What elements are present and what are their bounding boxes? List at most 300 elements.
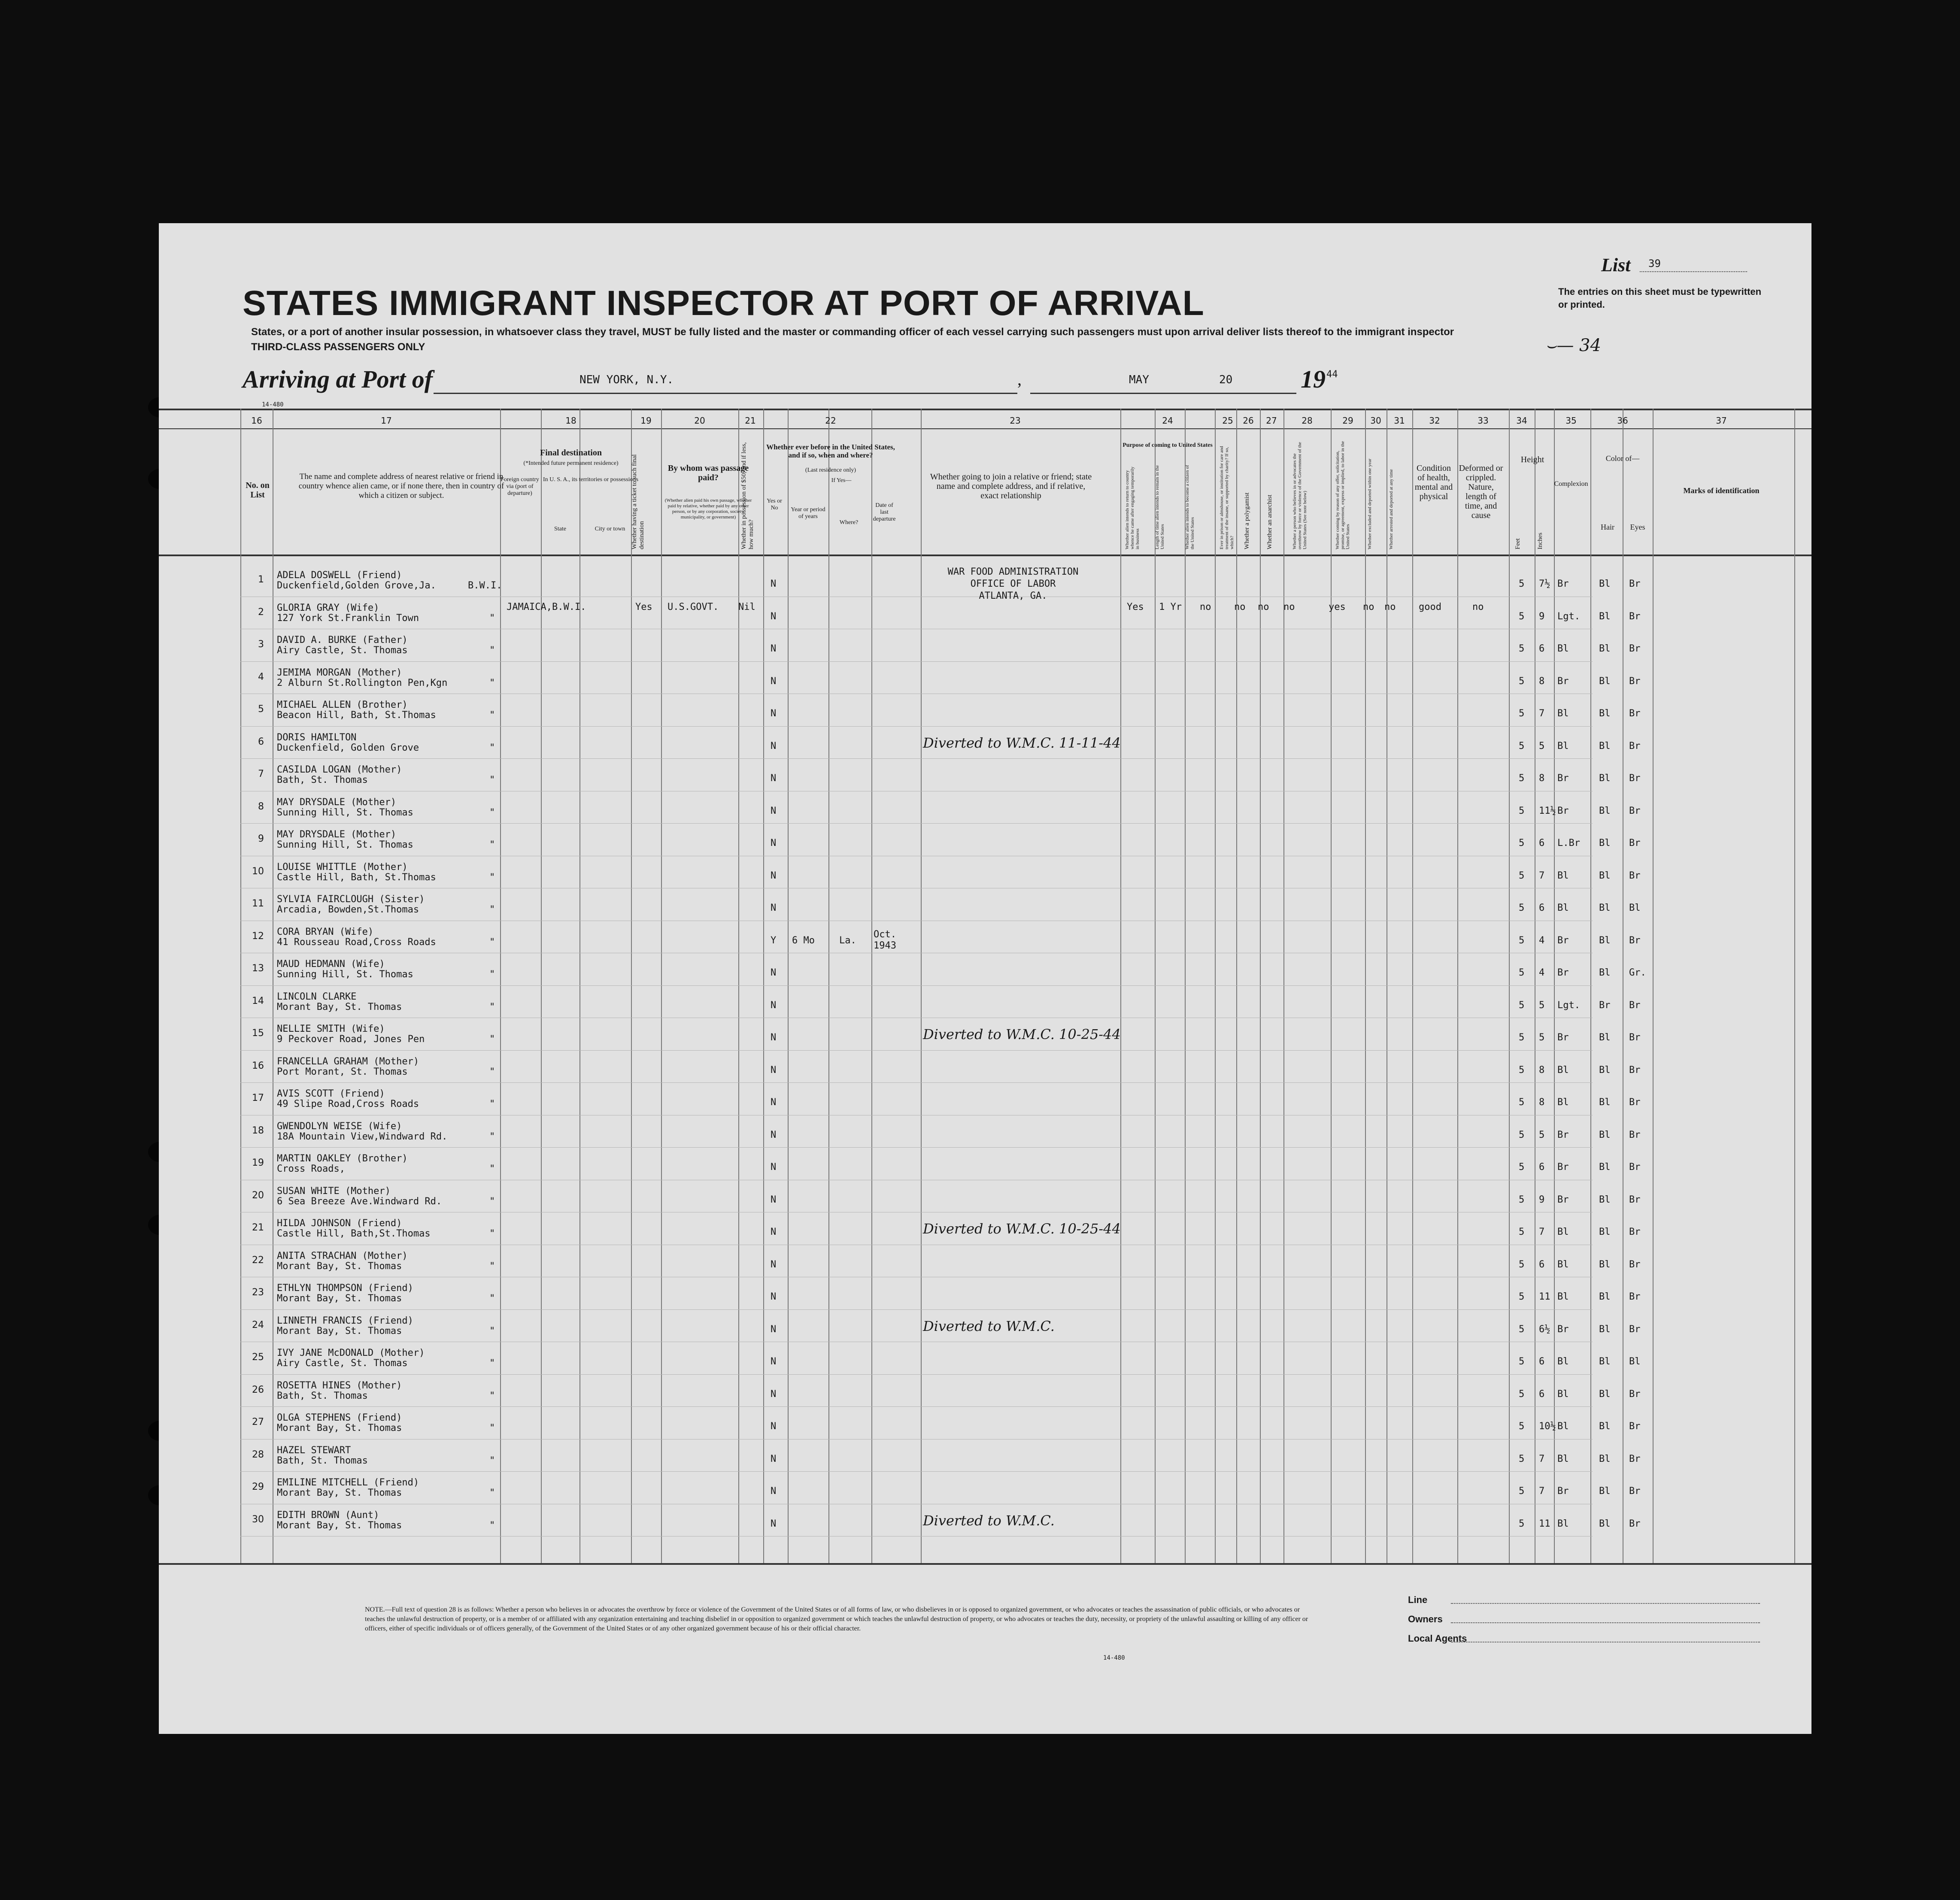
height-feet: 5 bbox=[1519, 579, 1525, 589]
complexion-value: Bl bbox=[1557, 740, 1569, 752]
header-intends-reside: Whether alien intends to become a citizen of the United States bbox=[1185, 465, 1195, 549]
complexion-value: Bl bbox=[1557, 903, 1569, 913]
height-inches: 11 bbox=[1539, 1291, 1550, 1302]
ditto-mark: " bbox=[489, 1228, 495, 1239]
column-number: 35 bbox=[1566, 415, 1577, 426]
complexion-value: Bl bbox=[1557, 1388, 1569, 1400]
relative-name: ANITA STRACHAN (Mother) bbox=[277, 1250, 408, 1261]
height-feet: 5 bbox=[1519, 1162, 1525, 1173]
row-divider bbox=[240, 1406, 1593, 1407]
height-inches: 9 bbox=[1539, 1194, 1545, 1205]
departure-year: 1943 bbox=[874, 940, 896, 951]
header-if-yes: If Yes— bbox=[831, 477, 852, 484]
height-feet: 5 bbox=[1519, 1356, 1525, 1367]
row1-passage: U.S.GOVT. bbox=[667, 602, 719, 612]
row1-join-line1: WAR FOOD ADMINISTRATION bbox=[947, 567, 1079, 577]
column-divider bbox=[788, 409, 789, 1563]
eye-color: Br bbox=[1629, 579, 1641, 589]
month-value: MAY bbox=[1129, 373, 1149, 386]
height-inches: 7 bbox=[1539, 708, 1545, 719]
before-where: La. bbox=[839, 935, 856, 946]
ditto-mark: " bbox=[489, 645, 495, 656]
complexion-value: Bl bbox=[1557, 643, 1569, 654]
handwritten-remark: Diverted to W.M.C. bbox=[923, 1318, 1055, 1334]
relative-address: Bath, St. Thomas bbox=[277, 775, 368, 785]
height-feet: 5 bbox=[1519, 611, 1525, 622]
row-divider bbox=[240, 758, 1593, 759]
before-us-answer: N bbox=[771, 1356, 777, 1367]
hair-color: Bl bbox=[1599, 1421, 1611, 1432]
row-divider bbox=[240, 661, 1593, 662]
row1-health: good bbox=[1419, 602, 1441, 612]
row1-c29: yes bbox=[1329, 602, 1346, 612]
ditto-mark: " bbox=[489, 1520, 495, 1531]
relative-name: EDITH BROWN (Aunt) bbox=[277, 1509, 379, 1521]
column-number: 34 bbox=[1516, 415, 1527, 426]
before-us-answer: N bbox=[771, 1097, 777, 1108]
ditto-mark: " bbox=[489, 1066, 495, 1077]
column-divider bbox=[1590, 409, 1591, 1563]
row1-money: Nil bbox=[738, 602, 755, 612]
row-number: 11 bbox=[252, 898, 264, 909]
typed-note: The entries on this sheet must be typewritten or printed. bbox=[1558, 286, 1762, 310]
header-health: Condition of health, mental and physical bbox=[1414, 464, 1453, 501]
column-divider bbox=[1283, 409, 1284, 1563]
row-number: 28 bbox=[252, 1449, 264, 1460]
header-inches: Inches bbox=[1537, 532, 1544, 549]
column-divider bbox=[1155, 409, 1156, 1563]
before-us-answer: N bbox=[771, 773, 777, 784]
header-rule-top bbox=[159, 409, 1811, 410]
complexion-value: Br bbox=[1557, 579, 1569, 589]
column-number: 21 bbox=[745, 415, 756, 426]
row-number: 30 bbox=[252, 1514, 264, 1525]
relative-address: Bath, St. Thomas bbox=[277, 1390, 368, 1401]
row1-c30: no bbox=[1363, 602, 1374, 612]
complexion-value: Bl bbox=[1557, 1064, 1569, 1076]
relative-name: MAUD HEDMANN (Wife) bbox=[277, 959, 385, 970]
row-number: 10 bbox=[252, 866, 264, 877]
header-in-usa: In U. S. A., its territories or possessions bbox=[543, 476, 639, 483]
relative-address: Morant Bay, St. Thomas bbox=[277, 1325, 402, 1336]
form-code-top: 14-480 bbox=[262, 401, 284, 408]
complexion-value: Br bbox=[1557, 1194, 1569, 1205]
manifest-sheet bbox=[159, 223, 1811, 1734]
column-divider bbox=[1185, 409, 1186, 1563]
height-inches: 4 bbox=[1539, 935, 1545, 946]
ditto-mark: " bbox=[489, 710, 495, 721]
column-number: 18 bbox=[565, 415, 576, 426]
relative-address: Morant Bay, St. Thomas bbox=[277, 1488, 402, 1498]
height-inches: 11 bbox=[1539, 1518, 1550, 1529]
eye-color: Br bbox=[1629, 1097, 1641, 1108]
row-number: 6 bbox=[258, 736, 264, 747]
height-feet: 5 bbox=[1519, 903, 1525, 913]
row-number: 26 bbox=[252, 1384, 264, 1395]
eye-color: Br bbox=[1629, 643, 1641, 654]
header-last-residence: (Last residence only) bbox=[805, 467, 856, 473]
eye-color: Br bbox=[1629, 1324, 1641, 1335]
header-feet: Feet bbox=[1514, 538, 1521, 549]
relative-name: DORIS HAMILTON bbox=[277, 732, 357, 743]
ditto-mark: " bbox=[489, 677, 495, 688]
hair-color: Bl bbox=[1599, 1388, 1611, 1400]
port-value: NEW YORK, N.Y. bbox=[580, 373, 674, 386]
row-divider bbox=[240, 1309, 1593, 1310]
height-inches: 5 bbox=[1539, 1129, 1545, 1140]
column-divider bbox=[541, 409, 542, 1563]
header-before-us: Whether ever before in the United States, and if so, when and where? bbox=[766, 443, 895, 459]
complexion-value: Bl bbox=[1557, 1453, 1569, 1464]
before-us-answer: Y bbox=[771, 935, 777, 946]
year-suffix: 44 bbox=[1326, 369, 1338, 380]
hair-color: Bl bbox=[1599, 676, 1611, 687]
handwritten-remark: Diverted to W.M.C. 10-25-44 bbox=[923, 1221, 1121, 1237]
header-no-on-list: No. on List bbox=[246, 481, 270, 500]
column-number: 25 bbox=[1222, 415, 1233, 426]
height-inches: 5 bbox=[1539, 1000, 1545, 1011]
column-number: 24 bbox=[1162, 415, 1173, 426]
complexion-value: L.Br bbox=[1557, 838, 1580, 848]
column-number: 20 bbox=[694, 415, 705, 426]
eye-color: Br bbox=[1629, 676, 1641, 687]
hair-color: Bl bbox=[1599, 870, 1611, 881]
complexion-value: Br bbox=[1557, 1486, 1569, 1497]
header-join-relative: Whether going to join a relative or friend; state name and complete address, and if relative, exact relationship bbox=[930, 472, 1092, 500]
row-number: 27 bbox=[252, 1417, 264, 1427]
relative-address: 49 Slipe Road,Cross Roads bbox=[277, 1099, 419, 1109]
row1-c25: no bbox=[1200, 602, 1211, 612]
height-inches: 11½ bbox=[1539, 805, 1556, 816]
before-period: 6 Mo bbox=[792, 935, 815, 946]
eye-color: Br bbox=[1629, 838, 1641, 848]
relative-name: MAY DRYSDALE (Mother) bbox=[277, 829, 397, 840]
column-divider bbox=[240, 409, 241, 1563]
form-subtitle: States, or a port of another insular possession, in whatsoever class they travel, MUST be fully listed and the master or commanding officer of each vessel carrying such passengers must upon arrival deliver lists thereof to the immigrant inspector bbox=[251, 326, 1454, 338]
height-inches: 7½ bbox=[1539, 579, 1550, 589]
complexion-value: Br bbox=[1557, 805, 1569, 816]
before-us-answer: N bbox=[771, 967, 777, 978]
relative-name: ROSETTA HINES (Mother) bbox=[277, 1380, 402, 1391]
comma: , bbox=[1017, 370, 1022, 389]
height-feet: 5 bbox=[1519, 805, 1525, 816]
height-feet: 5 bbox=[1519, 1129, 1525, 1140]
date-line bbox=[1030, 393, 1296, 394]
eye-color: Gr. bbox=[1629, 967, 1646, 978]
column-number: 27 bbox=[1266, 415, 1277, 426]
relative-name: LINNETH FRANCIS (Friend) bbox=[277, 1315, 413, 1326]
ditto-mark: " bbox=[489, 872, 495, 883]
eye-color: Br bbox=[1629, 1064, 1641, 1076]
ditto-mark: " bbox=[489, 936, 495, 948]
row-divider bbox=[240, 1374, 1593, 1375]
height-feet: 5 bbox=[1519, 1421, 1525, 1432]
column-number: 22 bbox=[825, 415, 836, 426]
header-hair: Hair bbox=[1601, 523, 1614, 531]
header-purpose-sub: Whether alien intends to return to country whence he came after engaging temporarily in business bbox=[1125, 467, 1140, 549]
before-us-answer: N bbox=[771, 1388, 777, 1400]
before-us-answer: N bbox=[771, 1032, 777, 1043]
column-number: 26 bbox=[1243, 415, 1254, 426]
header-color-of: Color of— bbox=[1605, 454, 1640, 463]
eye-color: Br bbox=[1629, 1259, 1641, 1270]
row1-c28: no bbox=[1283, 602, 1295, 612]
complexion-value: Lgt. bbox=[1557, 1000, 1580, 1011]
relative-address: Port Morant, St. Thomas bbox=[277, 1066, 408, 1077]
hair-color: Bl bbox=[1599, 579, 1611, 589]
header-overthrow: Whether a person who believes in or advocates the overthrow by force or violence of the Government of the United States (See note below) bbox=[1292, 442, 1308, 549]
height-inches: 10½ bbox=[1539, 1421, 1556, 1432]
form-code-bottom: 14-480 bbox=[1103, 1655, 1125, 1661]
height-feet: 5 bbox=[1519, 935, 1525, 946]
relative-address: 127 York St.Franklin Town bbox=[277, 612, 419, 624]
ditto-mark: " bbox=[489, 1390, 495, 1401]
departure-month: Oct. bbox=[874, 929, 896, 940]
height-inches: 9 bbox=[1539, 611, 1545, 622]
ditto-mark: B.W.I. bbox=[468, 580, 502, 591]
header-final-note: (*Intended future permanent residence) bbox=[523, 460, 619, 467]
relative-name: LOUISE WHITTLE (Mother) bbox=[277, 861, 408, 873]
height-feet: 5 bbox=[1519, 967, 1525, 978]
complexion-value: Br bbox=[1557, 676, 1569, 687]
relative-address: Castle Hill, Bath, St.Thomas bbox=[277, 872, 436, 883]
ditto-mark: " bbox=[489, 742, 495, 753]
header-excluded: Whether excluded and deported within one year bbox=[1367, 458, 1372, 549]
row-divider bbox=[240, 985, 1593, 986]
column-divider bbox=[871, 409, 872, 1563]
ditto-mark: " bbox=[489, 1358, 495, 1369]
height-feet: 5 bbox=[1519, 676, 1525, 687]
row1-ticket: Yes bbox=[635, 602, 652, 612]
header-rule-numbers bbox=[159, 428, 1811, 429]
height-feet: 5 bbox=[1519, 708, 1525, 719]
row1-c31: no bbox=[1384, 602, 1396, 612]
height-inches: 6 bbox=[1539, 643, 1545, 654]
height-inches: 7 bbox=[1539, 1227, 1545, 1237]
relative-address: Morant Bay, St. Thomas bbox=[277, 1520, 402, 1531]
hair-color: Bl bbox=[1599, 935, 1611, 946]
hair-color: Bl bbox=[1599, 1518, 1611, 1529]
height-inches: 7 bbox=[1539, 1453, 1545, 1464]
column-divider bbox=[921, 409, 922, 1563]
height-inches: 8 bbox=[1539, 773, 1545, 784]
ditto-mark: " bbox=[489, 807, 495, 818]
complexion-value: Br bbox=[1557, 1032, 1569, 1043]
hair-color: Bl bbox=[1599, 773, 1611, 784]
column-divider bbox=[1457, 409, 1458, 1563]
height-feet: 5 bbox=[1519, 1453, 1525, 1464]
arriving-label: Arriving at Port of bbox=[243, 365, 433, 393]
complexion-value: Bl bbox=[1557, 1291, 1569, 1302]
row1-deformed: no bbox=[1472, 602, 1484, 612]
height-feet: 5 bbox=[1519, 1064, 1525, 1076]
height-feet: 5 bbox=[1519, 1194, 1525, 1205]
hair-color: Bl bbox=[1599, 1194, 1611, 1205]
header-foreign-country: Foreign country via (port of departure) bbox=[501, 476, 539, 497]
eye-color: Br bbox=[1629, 1162, 1641, 1173]
height-inches: 6 bbox=[1539, 838, 1545, 848]
ditto-mark: " bbox=[489, 1164, 495, 1174]
line-label: Line bbox=[1408, 1594, 1428, 1605]
column-divider bbox=[1260, 409, 1261, 1563]
complexion-value: Bl bbox=[1557, 1356, 1569, 1367]
height-feet: 5 bbox=[1519, 870, 1525, 881]
list-number: 39 bbox=[1648, 258, 1661, 270]
height-inches: 6 bbox=[1539, 1356, 1545, 1367]
before-us-answer: N bbox=[771, 838, 777, 848]
column-divider bbox=[1509, 409, 1510, 1563]
row-divider bbox=[240, 823, 1593, 824]
ditto-mark: " bbox=[489, 775, 495, 785]
relative-address: Cross Roads, bbox=[277, 1164, 345, 1174]
header-deformed: Deformed or crippled. Nature, length of time, and cause bbox=[1459, 464, 1503, 520]
row-divider bbox=[240, 1082, 1593, 1083]
relative-name: EMILINE MITCHELL (Friend) bbox=[277, 1477, 419, 1488]
class-line: THIRD-CLASS PASSENGERS ONLY bbox=[251, 341, 425, 353]
relative-name: GWENDOLYN WEISE (Wife) bbox=[277, 1121, 402, 1132]
ditto-mark: " bbox=[489, 1034, 495, 1045]
hair-color: Bl bbox=[1599, 1097, 1611, 1108]
before-us-answer: N bbox=[771, 870, 777, 881]
row-number: 25 bbox=[252, 1352, 264, 1363]
height-feet: 5 bbox=[1519, 838, 1525, 848]
eye-color: Br bbox=[1629, 1518, 1641, 1529]
before-us-answer: N bbox=[771, 1291, 777, 1302]
height-inches: 8 bbox=[1539, 1064, 1545, 1076]
complexion-value: Bl bbox=[1557, 1421, 1569, 1432]
before-us-answer: N bbox=[771, 611, 777, 622]
eye-color: Br bbox=[1629, 1129, 1641, 1140]
row-number: 9 bbox=[258, 833, 264, 844]
hair-color: Bl bbox=[1599, 1453, 1611, 1464]
column-divider bbox=[1331, 409, 1332, 1563]
height-feet: 5 bbox=[1519, 1097, 1525, 1108]
relative-address: Morant Bay, St. Thomas bbox=[277, 1423, 402, 1433]
before-us-answer: N bbox=[771, 1518, 777, 1529]
header-deported: Whether arrested and deported at any time bbox=[1389, 469, 1394, 549]
table-rule-bottom bbox=[159, 1563, 1811, 1565]
column-divider bbox=[1412, 409, 1413, 1563]
relative-name: FRANCELLA GRAHAM (Mother) bbox=[277, 1056, 419, 1067]
complexion-value: Lgt. bbox=[1557, 611, 1580, 622]
column-number: 36 bbox=[1617, 415, 1628, 426]
complexion-value: Bl bbox=[1557, 870, 1569, 881]
hair-color: Bl bbox=[1599, 838, 1611, 848]
row-number: 24 bbox=[252, 1319, 264, 1330]
height-inches: 6 bbox=[1539, 1259, 1545, 1270]
complexion-value: Bl bbox=[1557, 708, 1569, 719]
height-inches: 7 bbox=[1539, 870, 1545, 881]
complexion-value: Bl bbox=[1557, 1097, 1569, 1108]
ditto-mark: " bbox=[489, 969, 495, 980]
relative-name: NELLIE SMITH (Wife) bbox=[277, 1024, 385, 1034]
height-feet: 5 bbox=[1519, 1486, 1525, 1497]
line-field bbox=[1451, 1603, 1760, 1604]
before-us-answer: N bbox=[771, 740, 777, 752]
before-us-answer: N bbox=[771, 1421, 777, 1432]
relative-address: 9 Peckover Road, Jones Pen bbox=[277, 1034, 425, 1045]
header-money: Whether in possession of $50, and if less, how much? bbox=[740, 442, 755, 549]
footnote: NOTE.—Full text of question 28 is as follows: Whether a person who believes in or advocates the overthrow by force or violence of the Government of the United States or of all forms of law, or who disbelieves in or is opposed to organized government, or who advocates or teaches the assassination of public officials, or who advocates or teaches the unlawful destruction of property, or is a member of or affiliated with any organization entertaining and teaching disbelief in or opposition to organized government or which teaches the unlawful destruction of property, or who advocates or teaches the duty, necessity, or propriety of the unlawful assaulting or killing of any officer or officers, either of specific individuals or of officers generally, of the Government of the United States or of any other organized government because of his or their official character. bbox=[365, 1606, 1308, 1632]
height-inches: 8 bbox=[1539, 676, 1545, 687]
height-inches: 8 bbox=[1539, 1097, 1545, 1108]
height-inches: 6 bbox=[1539, 1162, 1545, 1173]
relative-name: HILDA JOHNSON (Friend) bbox=[277, 1218, 402, 1229]
before-us-answer: N bbox=[771, 1194, 777, 1205]
relative-name: DAVID A. BURKE (Father) bbox=[277, 635, 408, 645]
relative-address: Morant Bay, St. Thomas bbox=[277, 1261, 402, 1272]
row-number: 8 bbox=[258, 801, 264, 812]
before-us-answer: N bbox=[771, 643, 777, 654]
height-feet: 5 bbox=[1519, 740, 1525, 752]
eye-color: Br bbox=[1629, 1453, 1641, 1464]
ditto-mark: " bbox=[489, 1196, 495, 1207]
row-number: 16 bbox=[252, 1060, 264, 1071]
header-offer: Whether coming by reason of any offer, solicitation, promise, or agreement, express or implied, to labor in the United States bbox=[1335, 441, 1350, 549]
column-number: 33 bbox=[1478, 415, 1489, 426]
relative-address: Arcadia, Bowden,St.Thomas bbox=[277, 904, 419, 915]
hair-color: Bl bbox=[1599, 1032, 1611, 1043]
eye-color: Br bbox=[1629, 1421, 1641, 1432]
row1-c27: no bbox=[1258, 602, 1269, 612]
relative-name: SUSAN WHITE (Mother) bbox=[277, 1185, 391, 1197]
header-length-stay: Length of time alien intends to remain in the United States bbox=[1155, 465, 1165, 549]
height-feet: 5 bbox=[1519, 1324, 1525, 1335]
eye-color: Br bbox=[1629, 773, 1641, 784]
hair-color: Bl bbox=[1599, 708, 1611, 719]
relative-address: Duckenfield,Golden Grove,Ja. bbox=[277, 580, 436, 591]
eye-color: Br bbox=[1629, 708, 1641, 719]
relative-name: HAZEL STEWART bbox=[277, 1445, 351, 1456]
relative-address: Sunning Hill, St. Thomas bbox=[277, 969, 413, 980]
row1-length: 1 Yr bbox=[1159, 602, 1182, 612]
before-us-answer: N bbox=[771, 676, 777, 687]
complexion-value: Bl bbox=[1557, 1227, 1569, 1237]
relative-address: Castle Hill, Bath,St.Thomas bbox=[277, 1228, 431, 1239]
before-us-answer: N bbox=[771, 1453, 777, 1464]
column-number: 28 bbox=[1302, 415, 1313, 426]
ditto-mark: " bbox=[489, 1423, 495, 1433]
ditto-mark: " bbox=[489, 1001, 495, 1012]
header-passage-paid: By whom was passage paid? bbox=[667, 464, 749, 482]
column-divider bbox=[828, 409, 829, 1563]
before-us-answer: N bbox=[771, 1064, 777, 1076]
before-us-answer: N bbox=[771, 903, 777, 913]
relative-address: Sunning Hill, St. Thomas bbox=[277, 839, 413, 850]
ditto-mark: " bbox=[489, 1488, 495, 1498]
ditto-mark: " bbox=[489, 1261, 495, 1272]
complexion-value: Br bbox=[1557, 1129, 1569, 1140]
row1-purpose: Yes bbox=[1127, 602, 1144, 612]
row-divider bbox=[240, 1471, 1593, 1472]
row-number: 29 bbox=[252, 1482, 264, 1492]
form-title: STATES IMMIGRANT INSPECTOR AT PORT OF ARRIVAL bbox=[243, 284, 1205, 323]
header-polygamist: Whether a polygamist bbox=[1244, 492, 1250, 549]
column-divider bbox=[1236, 409, 1237, 1563]
header-city: City or town bbox=[595, 526, 625, 532]
relative-name: MARTIN OAKLEY (Brother) bbox=[277, 1153, 408, 1164]
column-number: 17 bbox=[381, 415, 392, 426]
row1-join-line2: OFFICE OF LABOR bbox=[970, 579, 1056, 589]
row-number: 21 bbox=[252, 1222, 264, 1233]
height-feet: 5 bbox=[1519, 1000, 1525, 1011]
hair-color: Br bbox=[1599, 1000, 1611, 1011]
complexion-value: Br bbox=[1557, 967, 1569, 978]
relative-address: 41 Rousseau Road,Cross Roads bbox=[277, 936, 436, 948]
height-inches: 6½ bbox=[1539, 1324, 1550, 1335]
row-number: 4 bbox=[258, 671, 264, 682]
hair-color: Bl bbox=[1599, 805, 1611, 816]
